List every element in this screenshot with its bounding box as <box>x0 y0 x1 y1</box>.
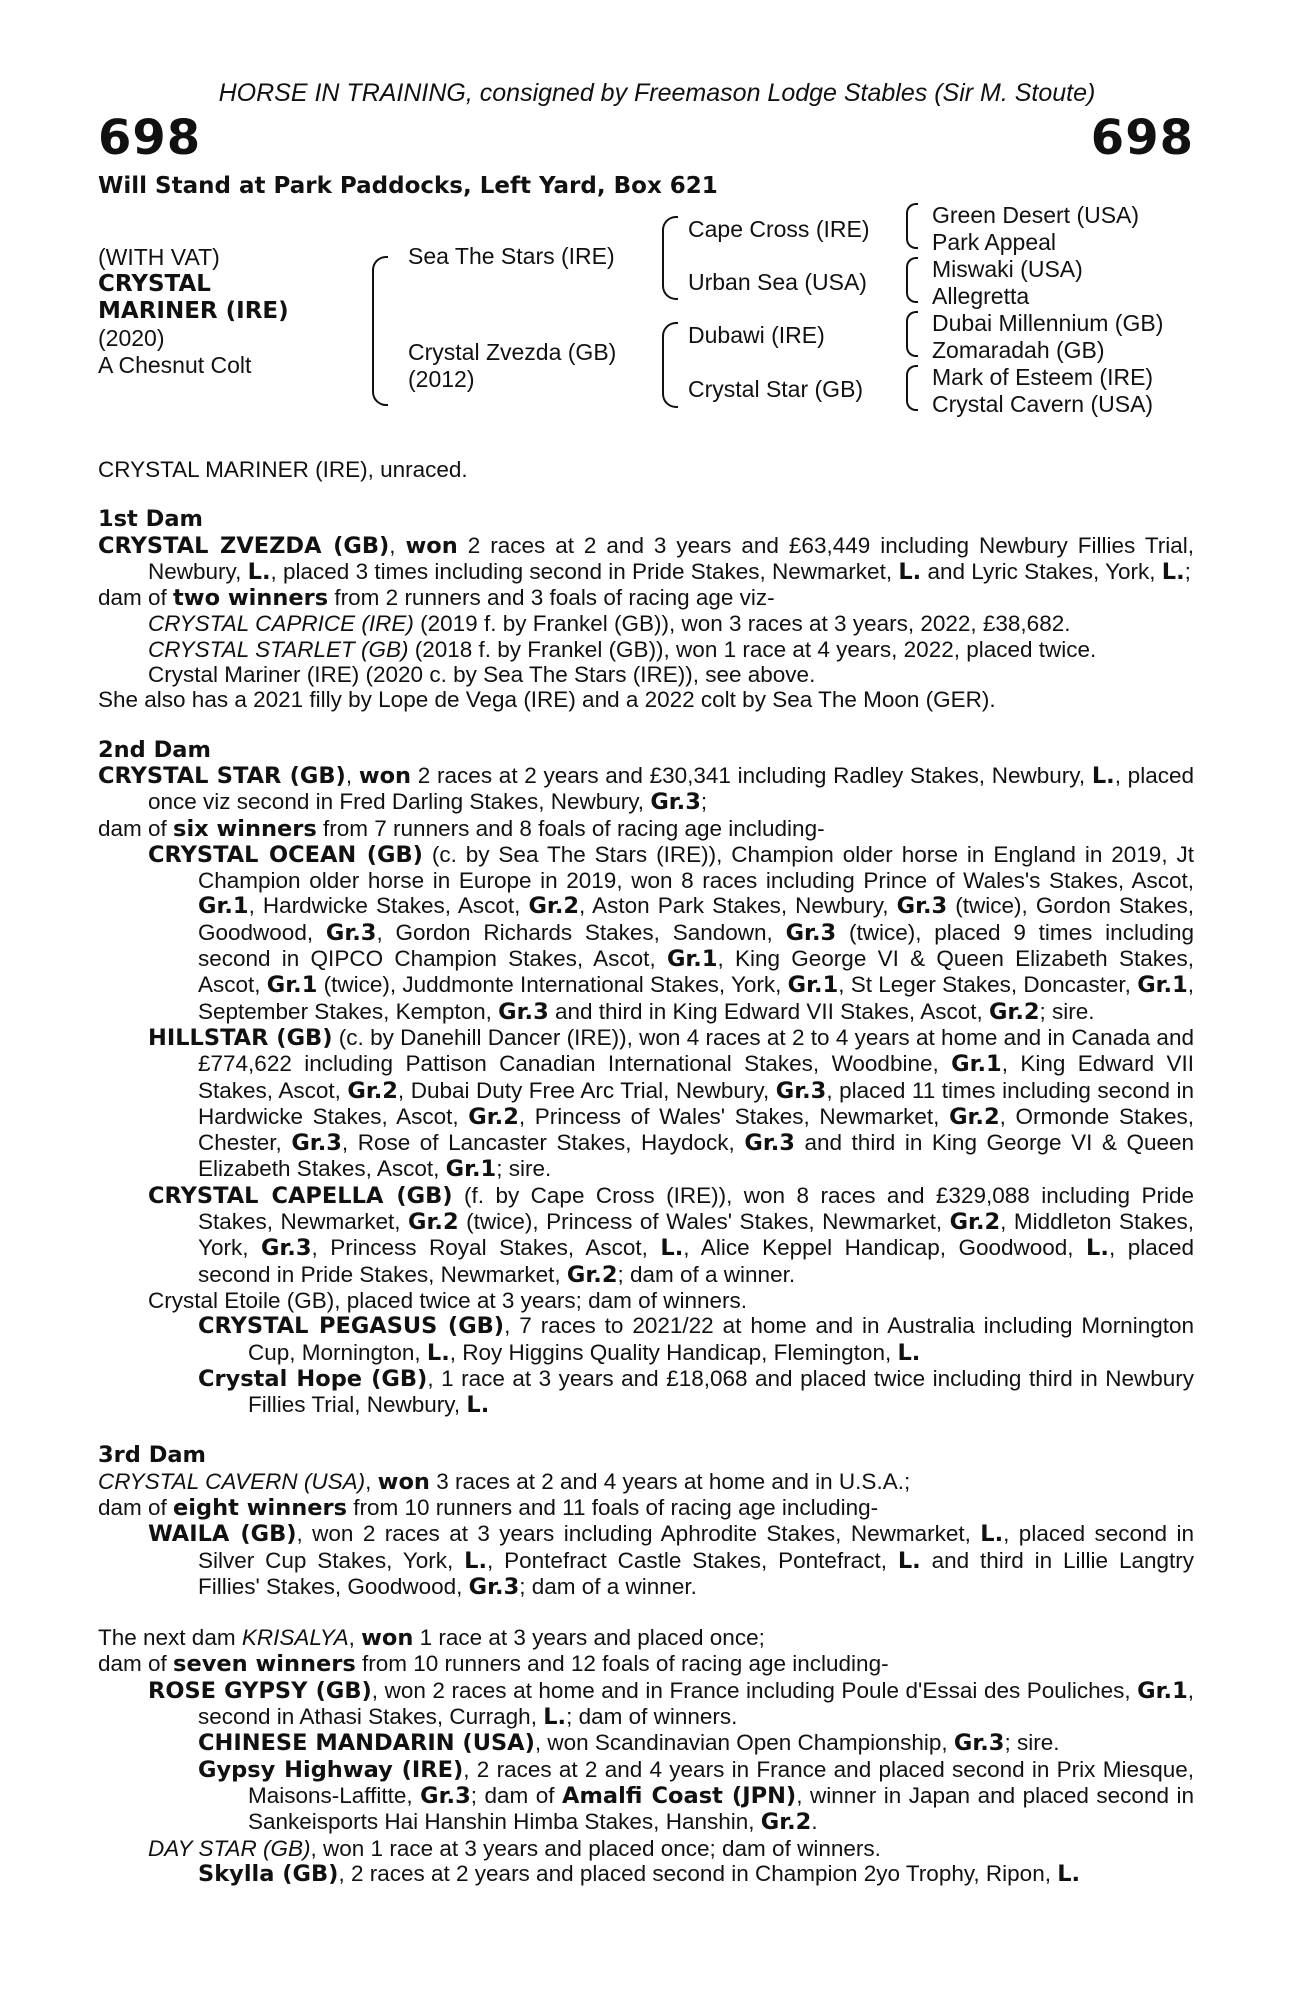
gypsy-highway-entry: Gypsy Highway (IRE), 2 races at 2 and 4 years in France and placed second in Prix Miesque, Maisons-Laffitte, Gr.3; dam of Amalfi Coast (JPN), winner in Japan and placed second in Sankeisports Hai Hanshin Himba Stakes, Hanshin, Gr.2. <box>198 1756 1194 1836</box>
second-dam-record: CRYSTAL STAR (GB), won 2 races at 2 years and £30,341 including Radley Stakes, Newbury, L., placed once viz second in Fred Darling Stakes, Newbury, Gr.3; <box>98 762 1194 816</box>
waila-entry: WAILA (GB), won 2 races at 3 years including Aphrodite Stakes, Newmarket, L., placed second in Silver Cup Stakes, York, L., Pontefract Castle Stakes, Pontefract, L. and third in Lillie Langtry Fillies' Stakes, Goodwood, Gr.3; dam of a winner. <box>148 1521 1194 1600</box>
next-dam-produce-summary: dam of seven winners from 10 runners and 12 foals of racing age including- <box>98 1651 889 1678</box>
brace-g3-1 <box>906 203 918 249</box>
second-dam-produce-summary: dam of six winners from 7 runners and 8 foals of racing age including- <box>98 815 825 842</box>
brace-g3-2 <box>906 257 918 303</box>
pedigree-dam-year: (2012) <box>408 366 475 392</box>
brace-dam-parents <box>662 322 678 408</box>
second-dam-heading: 2nd Dam <box>98 736 211 763</box>
day-star-entry: DAY STAR (GB), won 1 race at 3 years and placed once; dam of winners. <box>148 1835 881 1861</box>
horse-description: A Chesnut Colt <box>98 352 252 378</box>
pedigree-g3-2: Park Appeal <box>932 229 1057 255</box>
skylla-entry: Skylla (GB), 2 races at 2 years and placed second in Champion 2yo Trophy, Ripon, L. <box>198 1860 1081 1887</box>
stand-location: Will Stand at Park Paddocks, Left Yard, Box 621 <box>98 173 718 199</box>
brace-g3-3 <box>906 311 918 357</box>
pedigree-g3-3: Miswaki (USA) <box>932 256 1083 282</box>
pedigree-dam-dam: Crystal Star (GB) <box>688 376 864 402</box>
pedigree-sire-dam: Urban Sea (USA) <box>688 269 867 295</box>
pedigree-g3-6: Zomaradah (GB) <box>932 337 1105 363</box>
lot-number-left: 698 <box>98 110 202 166</box>
crystal-etoile-entry: Crystal Etoile (GB), placed twice at 3 years; dam of winners. <box>148 1287 747 1313</box>
first-dam-heading: 1st Dam <box>98 506 203 533</box>
pedigree-sire-sire: Cape Cross (IRE) <box>688 216 870 242</box>
pedigree-g3-8: Crystal Cavern (USA) <box>932 391 1154 417</box>
crystal-capella-entry: CRYSTAL CAPELLA (GB) (f. by Cape Cross (IRE)), won 8 races and £329,088 including Pride Stakes, Newmarket, Gr.2 (twice), Princess of Wales' Stakes, Newmarket, Gr.2, Middleton Stakes, York, Gr.3, Princess Royal Stakes, Ascot, L., Alice Keppel Handicap, Goodwood, L., placed second in Pride Stakes, Newmarket, Gr.2; dam of a winner. <box>148 1182 1194 1288</box>
lot-number-right: 698 <box>1090 110 1194 166</box>
brace-g3-4 <box>906 365 918 411</box>
crystal-hope-entry: Crystal Hope (GB), 1 race at 3 years and £18,068 and placed twice including third in Newbury Fillies Trial, Newbury, L. <box>198 1365 1195 1419</box>
horse-name-line2: MARINER (IRE) <box>98 298 289 324</box>
third-dam-record: CRYSTAL CAVERN (USA), won 3 races at 2 and 4 years at home and in U.S.A.; <box>98 1468 911 1495</box>
pedigree-g3-7: Mark of Esteem (IRE) <box>932 364 1154 390</box>
pedigree-g3-4: Allegretta <box>932 283 1030 309</box>
third-dam-heading: 3rd Dam <box>98 1442 206 1469</box>
pedigree-dam: Crystal Zvezda (GB) <box>408 339 617 365</box>
first-dam-foal-1: CRYSTAL CAPRICE (IRE) (2019 f. by Frankel (GB)), won 3 races at 3 years, 2022, £38,682. <box>148 611 1071 637</box>
brace-generation-1 <box>372 256 388 406</box>
brace-sire-parents <box>662 216 678 300</box>
crystal-ocean-entry: CRYSTAL OCEAN (GB) (c. by Sea The Stars (IRE)), Champion older horse in England in 2019, Jt Champion older horse in Europe in 2019, won 8 races including Prince of Wales's Stakes, Ascot, Gr.1, Hardwicke Stakes, Ascot, Gr.2, Aston Park Stakes, Newbury, Gr.3 (twice), Gordon Stakes, Goodwood, Gr.3, Gordon Richards Stakes, Sandown, Gr.3 (twice), placed 9 times including second in QIPCO Champion Stakes, Ascot, Gr.1, King George VI & Queen Elizabeth Stakes, Ascot, Gr.1 (twice), Juddmonte International Stakes, York, Gr.1, St Leger Stakes, Doncaster, Gr.1, September Stakes, Kempton, Gr.3 and third in King Edward VII Stakes, Ascot, Gr.2; sire. <box>148 841 1195 1025</box>
horse-year: (2020) <box>98 325 165 351</box>
next-dam-record: The next dam KRISALYA, won 1 race at 3 years and placed once; <box>98 1625 765 1652</box>
first-dam-foal-3: Crystal Mariner (IRE) (2020 c. by Sea The Stars (IRE)), see above. <box>148 662 816 688</box>
hillstar-entry: HILLSTAR (GB) (c. by Danehill Dancer (IRE)), won 4 races at 2 to 4 years at home and in Canada and £774,622 including Pattison Canadian International Stakes, Woodbine, Gr.1, King Edward VII Stakes, Ascot, Gr.2, Dubai Duty Free Arc Trial, Newbury, Gr.3, placed 11 times including second in Hardwicke Stakes, Ascot, Gr.2, Princess of Wales' Stakes, Newmarket, Gr.2, Ormonde Stakes, Chester, Gr.3, Rose of Lancaster Stakes, Haydock, Gr.3 and third in King George VI & Queen Elizabeth Stakes, Ascot, Gr.1; sire. <box>148 1024 1195 1183</box>
first-dam-produce-summary: dam of two winners from 2 runners and 3 foals of racing age viz- <box>98 585 775 612</box>
pedigree-g3-1: Green Desert (USA) <box>932 202 1140 228</box>
third-dam-produce-summary: dam of eight winners from 10 runners and 11 foals of racing age including- <box>98 1494 879 1521</box>
unraced-note: CRYSTAL MARINER (IRE), unraced. <box>98 457 468 482</box>
rose-gypsy-entry: ROSE GYPSY (GB), won 2 races at home and in France including Poule d'Essai des Pouliches, Gr.1, second in Athasi Stakes, Curragh, L.; dam of winners. <box>148 1677 1194 1731</box>
horse-name-line1: CRYSTAL <box>98 271 211 297</box>
catalogue-body <box>98 457 1194 1887</box>
chinese-mandarin-entry: CHINESE MANDARIN (USA), won Scandinavian Open Championship, Gr.3; sire. <box>198 1730 1060 1757</box>
consignment-line: HORSE IN TRAINING, consigned by Freemason Lodge Stables (Sir M. Stoute) <box>218 79 1096 107</box>
pedigree-dam-sire: Dubawi (IRE) <box>688 322 825 348</box>
pedigree-sire: Sea The Stars (IRE) <box>408 243 615 269</box>
first-dam-record: CRYSTAL ZVEZDA (GB), won 2 races at 2 and 3 years and £63,449 including Newbury Fillies Trial, Newbury, L., placed 3 times including second in Pride Stakes, Newmarket, L. and Lyric Stakes, York, L.; <box>98 532 1194 585</box>
crystal-pegasus-entry: CRYSTAL PEGASUS (GB), 7 races to 2021/22 at home and in Australia including Mornington Cup, Mornington, L., Roy Higgins Quality Handicap, Flemington, L. <box>198 1313 1194 1366</box>
pedigree-g3-5: Dubai Millennium (GB) <box>932 310 1164 336</box>
first-dam-foal-2: CRYSTAL STARLET (GB) (2018 f. by Frankel (GB)), won 1 race at 4 years, 2022, placed twice. <box>148 636 1097 662</box>
horse-vat: (WITH VAT) <box>98 244 220 270</box>
first-dam-other-foals: She also has a 2021 filly by Lope de Vega (IRE) and a 2022 colt by Sea The Moon (GER). <box>98 687 996 713</box>
